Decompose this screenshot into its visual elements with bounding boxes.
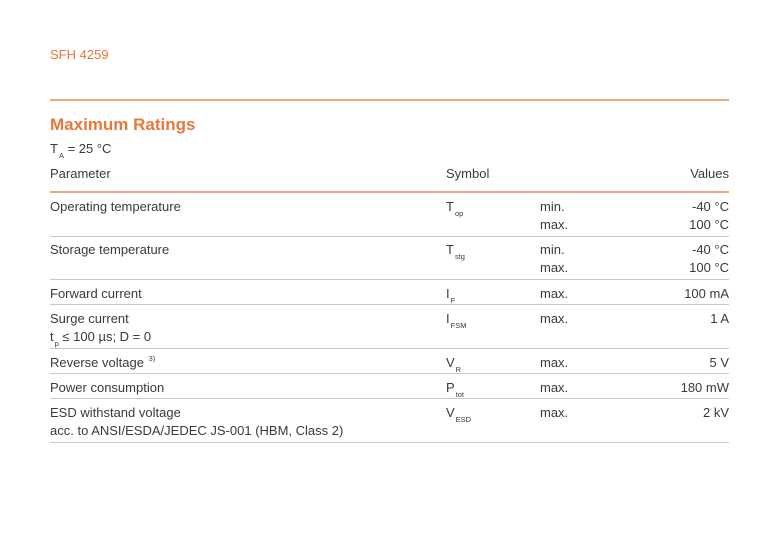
condition-subscript: A [58, 151, 64, 160]
parameter-label: ESD withstand voltage acc. to ANSI/ESDA/JEDEC JS-001 (HBM, Class 2) [50, 405, 344, 438]
value: -40 °C 100 °C [689, 242, 729, 275]
column-header-parameter: Parameter [50, 166, 111, 181]
table-row [50, 354, 729, 374]
value: -40 °C 100 °C [689, 199, 729, 232]
parameter-label: Surge current $t_p \le 100$ µs; D = 0 [50, 311, 152, 348]
parameter-label: Reverse voltage $^{3)}$ [50, 354, 156, 370]
table-row [50, 310, 729, 349]
value: 1 A [710, 311, 729, 326]
table-row [50, 404, 729, 443]
parameter-condition: acc. to ANSI/ESDA/JEDEC JS-001 (HBM, Class 2) [50, 423, 344, 438]
symbol: $I_F$ [446, 286, 456, 305]
symbol: $V_R$ [446, 355, 462, 374]
limit-type: min. max. [540, 242, 569, 275]
value: 180 mW [680, 380, 729, 395]
symbol: $P_{tot}$ [446, 380, 465, 399]
symbol: $V_{ESD}$ [446, 405, 472, 424]
condition-symbol: T [50, 141, 58, 156]
limit-type: max. [540, 311, 569, 326]
limit-type: max. [540, 380, 569, 395]
header-divider [50, 191, 729, 193]
condition-text: = 25 °C [63, 141, 112, 156]
section-title: Maximum Ratings [50, 115, 196, 134]
limit-type: max. [540, 355, 569, 370]
table-row [50, 379, 729, 399]
value: 5 V [709, 355, 729, 370]
symbol: $T_{op}$ [446, 199, 464, 218]
top-divider [50, 99, 729, 101]
symbol: $T_{stg}$ [446, 242, 465, 261]
table-row [50, 285, 729, 305]
part-number: SFH 4259 [50, 47, 109, 62]
parameter-label: Forward current [50, 286, 142, 301]
column-header-symbol: Symbol [446, 166, 490, 181]
limit-type: min. max. [540, 199, 569, 232]
symbol: $I_{FSM}$ [446, 311, 467, 330]
ambient-condition [50, 141, 112, 160]
parameter-label: Operating temperature [50, 199, 181, 214]
value: 100 mA [684, 286, 729, 301]
limit-type: max. [540, 405, 569, 420]
column-header-values: Values [690, 166, 729, 181]
parameter-condition: $t_p \le 100$ µs; D = 0 [50, 329, 152, 348]
parameter-label: Power consumption [50, 380, 165, 395]
limit-type: max. [540, 286, 569, 301]
footnote-ref: 3) [148, 354, 156, 363]
table-row [50, 198, 729, 237]
table-row [50, 241, 729, 280]
parameter-label: Storage temperature [50, 242, 170, 257]
value: 2 kV [702, 405, 729, 420]
